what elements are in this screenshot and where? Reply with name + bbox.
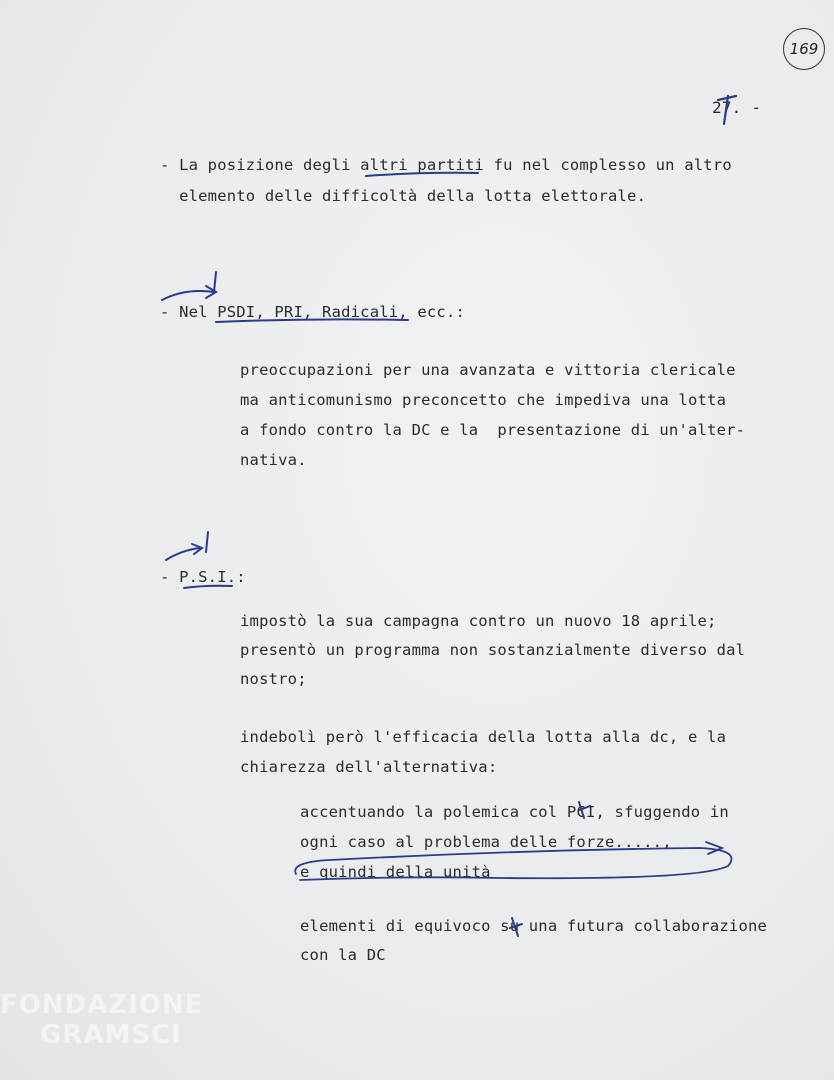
psdi-body-line-3: a fondo contro la DC e la presentazione di un'alter- <box>240 421 746 439</box>
page-number-correction-mark <box>718 96 736 124</box>
arrow-mark-psi <box>166 532 208 560</box>
psi-sub1-line-1: accentuando la polemica col PCI, sfuggendo in <box>300 803 729 821</box>
loop-arrow-unita <box>295 848 731 880</box>
underline-psi <box>184 586 232 588</box>
page-number: 27. - <box>712 98 762 117</box>
psi-sub1-line-3: e quindi della unità <box>300 863 491 881</box>
psi-para1-line-3: nostro; <box>240 670 307 688</box>
psi-para2-line-1: indebolì però l'efficacia della lotta alla dc, e la <box>240 728 727 746</box>
psdi-heading: - Nel PSDI, PRI, Radicali, ecc.: <box>160 303 466 321</box>
underline-psdi-parties <box>216 319 408 322</box>
psi-sub2-line-2: con la DC <box>300 946 386 964</box>
psi-para1-line-1: impostò la sua campagna contro un nuovo 18 aprile; <box>240 612 717 630</box>
watermark-line-1: FONDAZIONE <box>0 990 204 1020</box>
psi-heading: - P.S.I.: <box>160 568 246 586</box>
intro-line-2: elemento delle difficoltà della lotta elettorale. <box>160 187 647 205</box>
archive-watermark <box>0 990 203 1050</box>
intro-line-1: - La posizione degli altri partiti fu nel complesso un altro <box>160 156 732 174</box>
psdi-body-line-2: ma anticomunismo preconcetto che impediva una lotta <box>240 391 727 409</box>
psi-para1-line-2: presentò un programma non sostanzialmente diverso dal <box>240 641 746 659</box>
psi-sub1-line-2: ogni caso al problema delle forze....., <box>300 833 672 851</box>
archive-number: 169 <box>789 40 819 58</box>
psdi-body-line-4: nativa. <box>240 451 307 469</box>
underline-altri-partiti <box>366 173 478 176</box>
psi-para2-line-2: chiarezza dell'alternativa: <box>240 758 498 776</box>
arrow-mark-psdi <box>162 272 216 300</box>
psdi-body-line-1: preoccupazioni per una avanzata e vittoria clericale <box>240 361 736 379</box>
correction-mark-pci <box>579 802 590 818</box>
correction-mark-su <box>510 918 522 936</box>
psi-sub2-line-1: elementi di equivoco su una futura collaborazione <box>300 917 768 935</box>
watermark-line-2: GRAMSCI <box>40 1020 182 1050</box>
